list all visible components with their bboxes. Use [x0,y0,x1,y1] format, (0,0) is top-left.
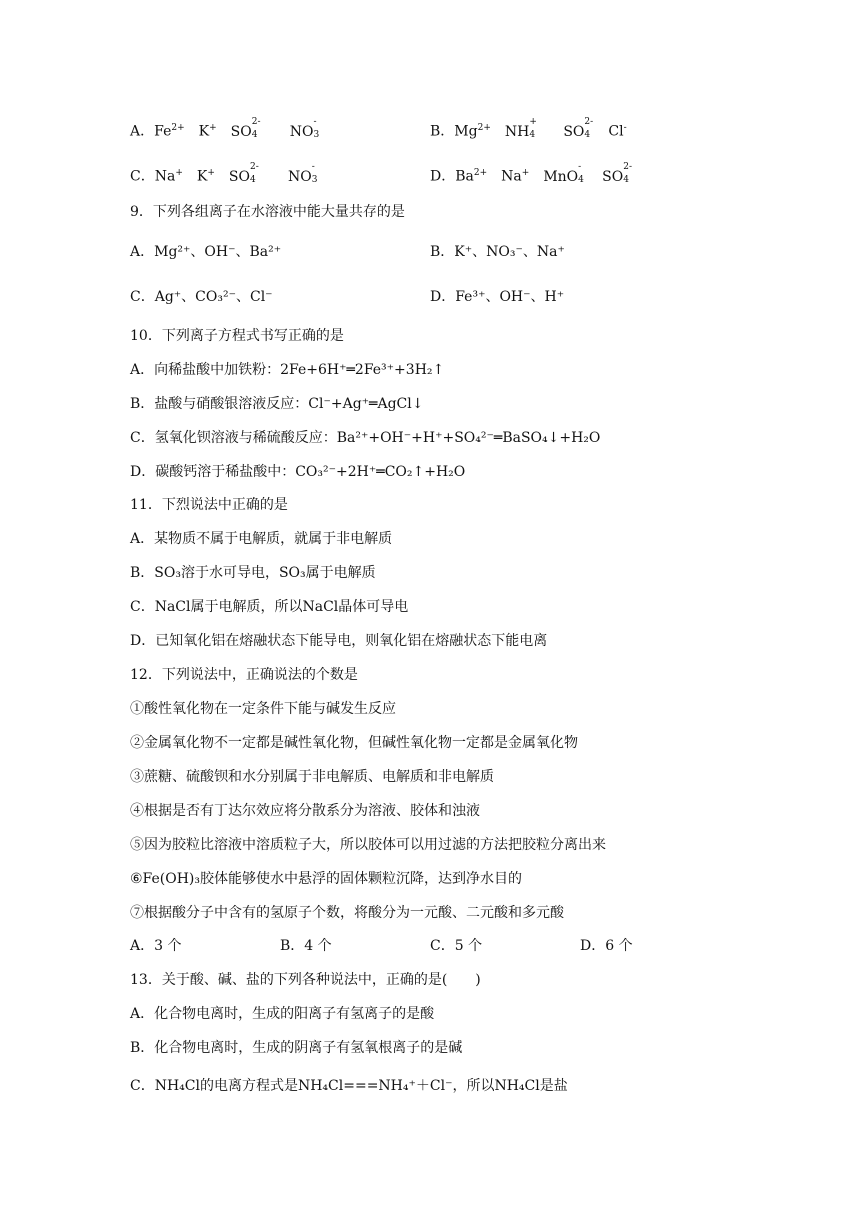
q12-option-b: B．4 个 [280,938,332,954]
q13-option-b: B．化合物电离时，生成的阴离子有氢氧根离子的是碱 [130,1040,463,1056]
q13-option-c: C．NH₄Cl的电离方程式是NH₄Cl===NH₄⁺＋Cl⁻，所以NH₄Cl是盐 [130,1078,568,1094]
q10-option-d: D．碳酸钙溶于稀盐酸中：CO₃²⁻+2H⁺═CO₂↑+H₂O [130,464,466,480]
q12-item-3: ③蔗糖、硫酸钡和水分别属于非电解质、电解质和非电解质 [130,769,494,785]
ion-nh4: NH + 4 [504,116,537,140]
ion-na: Na+ [154,168,183,185]
q9-option-b: B．K⁺、NO₃⁻、Na⁺ [430,244,565,260]
ion-cl: Cl- [608,123,627,140]
q13-stem: 13．关于酸、碱、盐的下列各种说法中，正确的是( ) [130,972,481,988]
ion-mg: $Mg^{2+}$ [454,123,491,140]
ion-k: K+ [196,168,215,185]
q10-stem: 10．下列离子方程式书写正确的是 [130,328,344,344]
q12-item-4: ④根据是否有丁达尔效应将分散系分为溶液、胶体和浊液 [130,803,480,819]
ion-so4: SO 2- 4 [230,116,261,140]
q12-option-d: D．6 个 [580,938,633,954]
ion-k: K+ [198,123,217,140]
q8-option-a: A．$Fe^{2+}$ K+ SO 2- 4 NO - 3 [130,116,320,140]
q12-item-6: ⑥Fe(OH)₃胶体能够使水中悬浮的固体颗粒沉降，达到净水目的 [130,871,523,887]
q12-option-c: C．5 个 [430,938,483,954]
ion-ba: $Ba^{2+}$ [455,168,488,185]
q11-option-c: C．NaCl属于电解质，所以NaCl晶体可导电 [130,599,409,615]
q9-option-c: C．Ag⁺、CO₃²⁻、Cl⁻ [130,289,273,305]
q12-item-7: ⑦根据酸分子中含有的氢原子个数，将酸分为一元酸、二元酸和多元酸 [130,905,564,921]
ion-so4: SO 2- 4 [228,161,259,185]
q12-stem: 12．下列说法中，正确说法的个数是 [130,667,358,683]
ion-mno4: MnO - 4 [543,161,584,185]
q9-stem: 9．下列各组离子在水溶液中能大量共存的是 [130,204,405,220]
ion-no3: NO - 3 [289,116,320,140]
ion-so4: SO 2- 4 [563,116,594,140]
ion-so4: SO 2- 4 [602,161,633,185]
q13-option-a: A．化合物电离时，生成的阳离子有氢离子的是酸 [130,1006,435,1022]
q11-option-d: D．已知氧化铝在熔融状态下能导电，则氧化铝在熔融状态下能电离 [130,633,548,649]
ion-na: Na+ [501,168,530,185]
q12-item-5: ⑤因为胶粒比溶液中溶质粒子大，所以胶体可以用过滤的方法把胶粒分离出来 [130,837,606,853]
q11-option-a: A．某物质不属于电解质，就属于非电解质 [130,531,393,547]
q12-item-2: ②金属氧化物不一定都是碱性氧化物，但碱性氧化物一定都是金属氧化物 [130,735,578,751]
q10-option-c: C．氢氧化钡溶液与稀硫酸反应：Ba²⁺+OH⁻+H⁺+SO₄²⁻═BaSO₄↓+H₂O [130,430,601,446]
q10-option-b: B．盐酸与硝酸银溶液反应：Cl⁻+Ag⁺═AgCl↓ [130,396,424,412]
q9-option-d: D．Fe³⁺、OH⁻、H⁺ [430,289,565,305]
ion-fe: $Fe^{2+}$ [154,123,185,140]
q12-option-a: A．3 个 [130,938,182,954]
q8-option-c: C．Na+ K+ SO 2- 4 NO - 3 [130,161,318,185]
q8-option-d: D．$Ba^{2+}$ Na+ MnO - 4 SO 2- 4 [430,161,633,185]
q11-option-b: B．SO₃溶于水可导电，SO₃属于电解质 [130,565,376,581]
ion-no3: NO - 3 [287,161,318,185]
q8-option-b: B．$Mg^{2+}$ NH + 4 SO 2- 4 Cl- [430,116,627,140]
q9-option-a: A．Mg²⁺、OH⁻、Ba²⁺ [130,244,282,260]
q10-option-a: A．向稀盐酸中加铁粉：2Fe+6H⁺═2Fe³⁺+3H₂↑ [130,362,445,378]
q12-item-1: ①酸性氧化物在一定条件下能与碱发生反应 [130,701,396,717]
q11-stem: 11．下烈说法中正确的是 [130,497,288,513]
